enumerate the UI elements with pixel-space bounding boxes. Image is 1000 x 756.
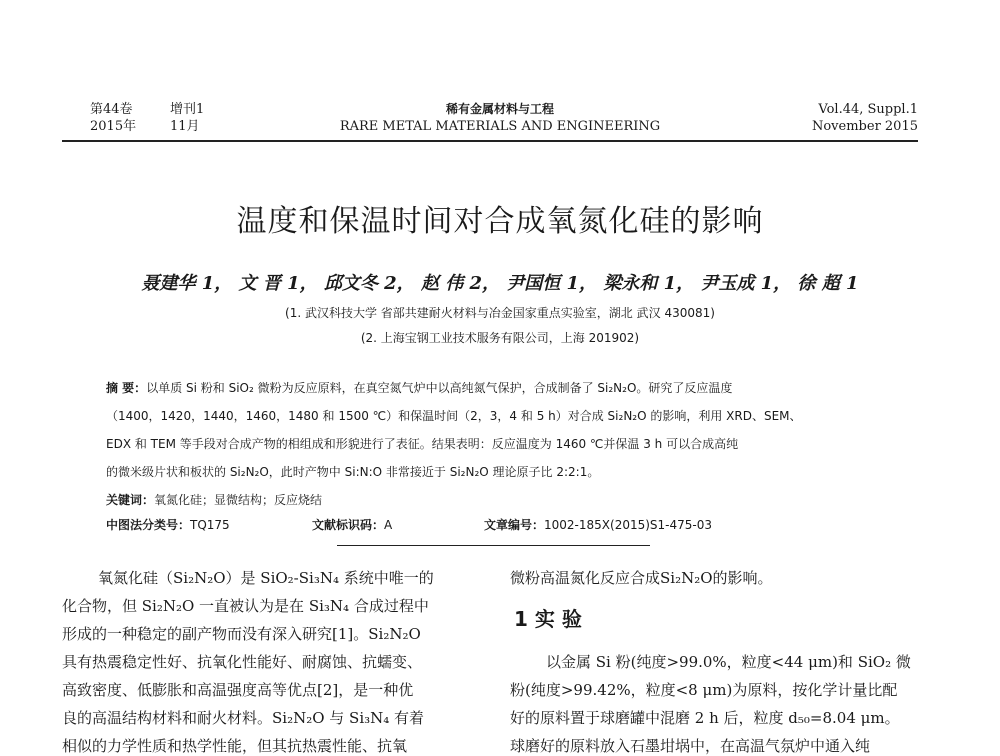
header-volume-en — [812, 101, 918, 135]
affiliation-2: (2. 上海宝钢工业技术服务有限公司，上海 201902) — [360, 331, 640, 345]
abstract-line-3: EDX 和 TEM 等手段对合成产物的相组成和形貌进行了表征。结果表明：反应温度为 1460 ℃并保温 3 h 可以合成高纯 — [106, 437, 739, 451]
doc-value: A — [384, 518, 393, 532]
journal-name-cn: 稀有金属材料与工程 — [445, 102, 554, 116]
author-list: 聂建华 1， 文 晋 1， 邱文冬 2， 赵 伟 2， 尹国恒 1， 梁永和 1， 尹玉成 1， 徐 超 1 — [141, 273, 859, 294]
clc-value: TQ175 — [190, 518, 230, 532]
body-left-line-1: 氧氮化硅（Si₂N₂O）是 SiO₂-Si₃N₄ 系统中唯一的 — [98, 569, 434, 587]
document-code — [312, 516, 392, 533]
article-number — [484, 516, 712, 533]
abstract-line-2: （1400，1420，1440，1460，1480 和 1500 ℃）和保温时间（2，3，4 和 5 h）对合成 Si₂N₂O 的影响，利用 XRD、SEM、 — [106, 409, 802, 423]
date-en: November 2015 — [811, 119, 918, 134]
month-cn: 11月 — [170, 119, 200, 134]
volume-en: Vol.44, Suppl.1 — [818, 102, 918, 117]
abstract-line-1 — [106, 379, 896, 396]
supplement-cn: 增刊1 — [170, 102, 205, 117]
body-right-line-4: 好的原料置于球磨罐中混磨 2 h 后，粒度 d₅₀=8.04 μm。 — [510, 709, 900, 727]
body-right-line-5: 球磨好的原料放入石墨坩埚中，在高温气氛炉中通入纯 — [510, 737, 871, 755]
body-left-line-4: 具有热震稳定性好、抗氧化性能好、耐腐蚀、抗蠕变、 — [62, 653, 423, 671]
keywords-value: 氧氮化硅；显微结构；反应烧结 — [154, 493, 323, 507]
body-left-line-5: 高致密度、低膨胀和高温强度高等优点[2]，是一种优 — [62, 681, 414, 699]
body-right-line-1: 微粉高温氮化反应合成Si₂N₂O的影响。 — [510, 569, 773, 587]
body-left-line-3: 形成的一种稳定的副产物而没有深入研究[1]。Si₂N₂O — [62, 625, 421, 643]
keywords-label: 关键词： — [106, 493, 155, 507]
clc-number — [106, 516, 230, 533]
art-label: 文章编号： — [484, 518, 545, 532]
abstract-text-1: 以单质 Si 粉和 SiO₂ 微粉为反应原料，在真空氮气炉中以高纯氮气保护，合成制备了 Si₂N₂O。研究了反应温度 — [146, 381, 733, 395]
abstract-divider — [337, 545, 650, 546]
journal-name-en: RARE METAL MATERIALS AND ENGINEERING — [339, 119, 661, 134]
clc-label: 中图法分类号： — [106, 518, 191, 532]
body-left-line-6: 良的高温结构材料和耐火材料。Si₂N₂O 与 Si₃N₄ 有着 — [62, 709, 425, 727]
paper-title: 温度和保温时间对合成氧氮化硅的影响 — [236, 204, 764, 239]
doc-label: 文献标识码： — [312, 518, 385, 532]
body-left-line-2: 化合物，但 Si₂N₂O 一直被认为是在 Si₃N₄ 合成过程中 — [62, 597, 429, 615]
art-value: 1002-185X(2015)S1-475-03 — [544, 518, 712, 532]
affiliation-1: (1. 武汉科技大学 省部共建耐火材料与冶金国家重点实验室，湖北 武汉 430081) — [285, 306, 715, 320]
keywords — [106, 491, 322, 508]
abstract-line-4: 的微米级片状和板状的 Si₂N₂O，此时产物中 Si:N:O 非常接近于 Si₂N₂O 理论原子比 2:2:1。 — [106, 465, 600, 479]
volume-cn: 第44卷 — [90, 102, 133, 117]
year-cn: 2015年 — [90, 119, 137, 134]
header-rule — [62, 140, 918, 142]
body-right-line-2: 以金属 Si 粉(纯度>99.0%，粒度<44 μm)和 SiO₂ 微 — [546, 653, 911, 671]
body-right-line-3: 粉(纯度>99.42%，粒度<8 μm)为原料，按化学计量比配 — [510, 681, 898, 699]
body-left-line-7: 相似的力学性质和热学性能，但其抗热震性能、抗氧 — [62, 737, 408, 755]
section-heading-1: 1 实 验 — [514, 607, 582, 631]
abstract-label: 摘 要： — [106, 381, 147, 395]
